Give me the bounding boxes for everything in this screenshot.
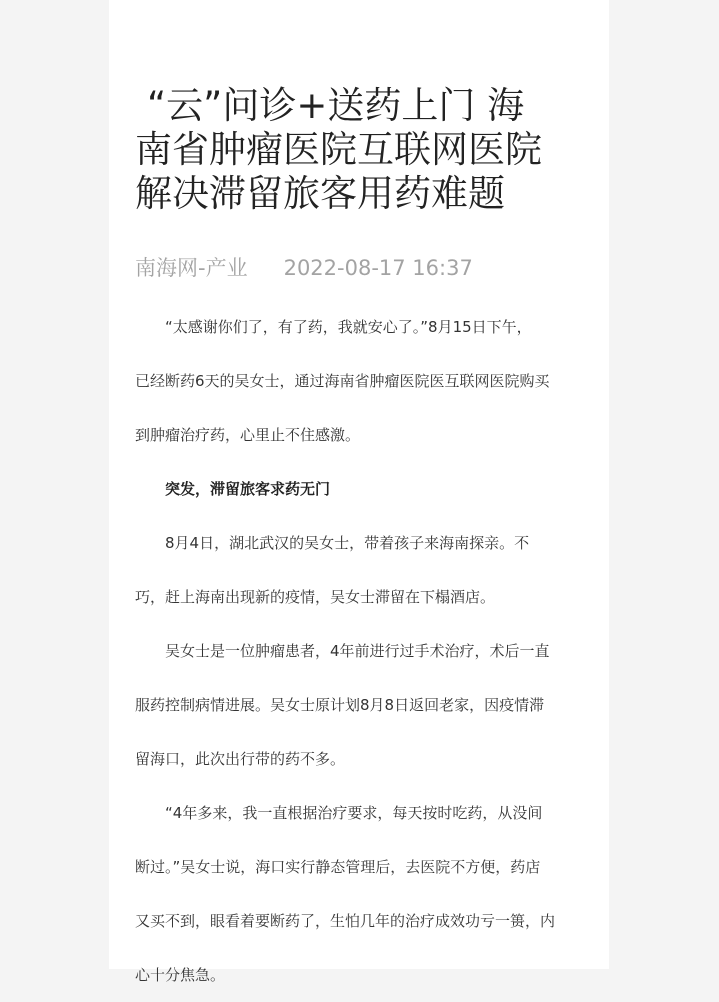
- paragraph: [135, 300, 585, 462]
- paragraph-line: 断过。”吴女士说，海口实行静态管理后，去医院不方便，药店: [135, 858, 541, 876]
- paragraph-line: 8月4日，湖北武汉的吴女士，带着孩子来海南探亲。不: [165, 534, 530, 552]
- paragraph-line: 已经断药6天的吴女士，通过海南省肿瘤医院医互联网医院购买: [135, 372, 550, 390]
- paragraph: [135, 786, 585, 1002]
- section-subheading: [135, 462, 585, 516]
- paragraph-line: “4年多来，我一直根据治疗要求，每天按时吃药，从没间: [165, 804, 543, 822]
- paragraph-line: 巧，赶上海南出现新的疫情，吴女士滞留在下榻酒店。: [135, 588, 496, 606]
- title-line: “云”问诊+送药上门 海: [147, 84, 525, 127]
- paragraph: [135, 516, 585, 624]
- article-body: [135, 300, 585, 1002]
- article-source[interactable]: 南海网-产业: [135, 256, 248, 280]
- paragraph-line: 又买不到，眼看着要断药了，生怕几年的治疗成效功亏一篑，内: [135, 912, 556, 930]
- paragraph-line: 到肿瘤治疗药，心里止不住感激。: [135, 426, 361, 444]
- paragraph-line: 服药控制病情进展。吴女士原计划8月8日返回老家，因疫情滞: [135, 696, 545, 714]
- article-title: [135, 84, 585, 216]
- paragraph-line: 心十分焦急。: [135, 966, 226, 984]
- article-meta: [135, 253, 473, 283]
- subheading-text: 突发，滞留旅客求药无门: [165, 480, 331, 498]
- article-datetime: 2022-08-17 16:37: [283, 256, 473, 280]
- paragraph-line: “太感谢你们了，有了药，我就安心了。”8月15日下午，: [165, 318, 532, 336]
- paragraph-line: 留海口，此次出行带的药不多。: [135, 750, 346, 768]
- title-line: 南省肿瘤医院互联网医院: [135, 128, 542, 171]
- paragraph-line: 吴女士是一位肿瘤患者，4年前进行过手术治疗，术后一直: [165, 642, 550, 660]
- paragraph: [135, 624, 585, 786]
- title-line: 解决滞留旅客用药难题: [135, 172, 505, 215]
